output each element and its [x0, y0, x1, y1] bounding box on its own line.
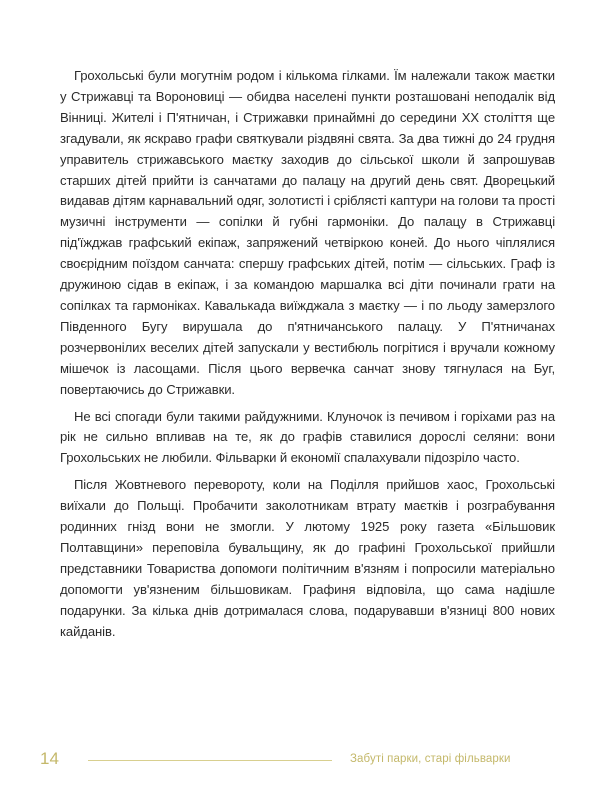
- paragraph-2: Не всі спогади були такими райдужними. Клуночок із печивом і горіхами раз на рік не сильно впливав на те, як до графів ставилися дорослі селяни: вони Грохольських не любили. Фільварки й економії спалахували підозріло часто.: [60, 408, 555, 466]
- footer-divider: [88, 760, 332, 761]
- paragraph-3: Після Жовтневого перевороту, коли на Поділля прийшов хаос, Грохольські виїхали до Польщі. Пробачити заколотникам втрату маєтків і розграбування родинних гнізд вони не змогли. У лютому 1925 року газета «Більшовик Полтавщини» переповіла бувальщину, як до графині Грохольської прийшли представники Товариства допомоги політичним в'язням і попросили матеріально допомогти ув'язненим більшовикам. Графиня відповіла, що сама надішле подарунки. За кілька днів дотрималася слова, подарувавши в'язниці 800 нових кайданів.: [60, 477, 555, 639]
- running-title: Забуті парки, старі фільварки: [350, 753, 511, 765]
- page-footer: [0, 745, 616, 775]
- page-number: 14: [40, 749, 59, 768]
- body-text: [60, 66, 555, 648]
- paragraph-1: Грохольські були могутнім родом і кількома гілками. Їм належали також маєтки у Стрижавці та Вороновиці — обидва населені пункти розташовані неподалік від Вінниці. Жителі і П'ятничан, і Стрижавки принаймні до середини XX століття ще згадували, як яскраво графи святкували різдвяні свята. За два тижні до 24 грудня управитель стрижавського маєтку заходив до сільської школи й запрошував старших дітей прийти із санчатами до палацу на другий день свят. Дворецький видавав дітям карнавальний одяг, золотисті і сріблясті каптури на голови та прості музичні інструменти — сопілки й губні гармоніки. До палацу в Стрижавці під'їжджав графський екіпаж, запряжений четвіркою коней. До нього чіплялися своєрідним поїздом санчата: спершу графських дітей, потім — сільських. Граф із дружиною сідав в екіпаж, і за командою маршалка всі діти починали грати на сопілках та гармоніках. Кавалькада виїжджала з маєтку — і по льоду замерзлого Південного Бугу вирушала до п'ятничанського палацу. У П'ятничанах розчервонілих веселих дітей запускали у вестибюль погрітися і вручали кожному мішечок із ласощами. Після цього вервечка санчат знову тягнулася на Буг, повертаючись до Стрижавки.: [60, 68, 555, 397]
